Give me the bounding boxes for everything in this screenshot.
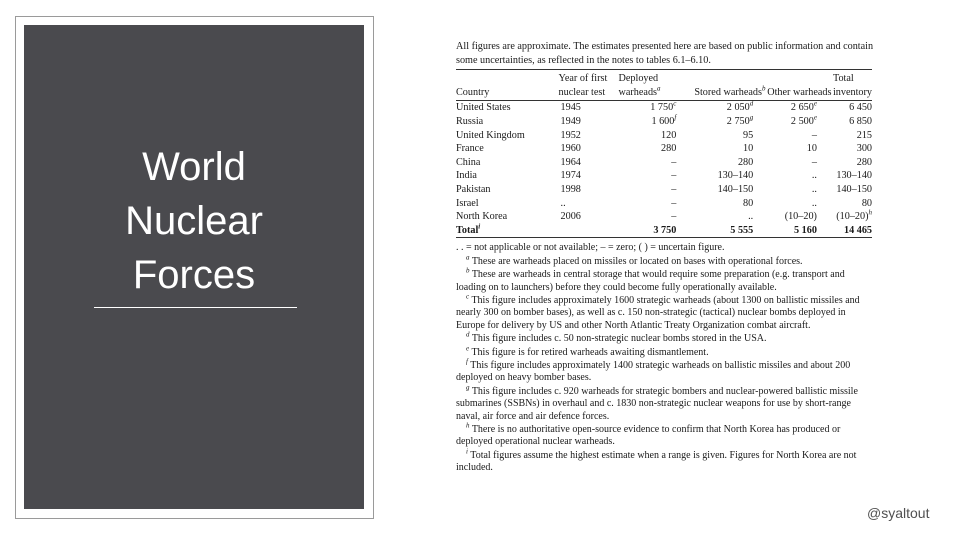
header-other: Other warheads [767, 86, 832, 98]
cell-stored: 2 050$^d$ [726, 99, 754, 114]
cell-total: 14 465 [843, 224, 872, 236]
cell-year: 1945 [560, 102, 581, 114]
cell-other: (10–20) [784, 211, 817, 223]
table-body [456, 101, 872, 238]
slide-title [24, 140, 364, 302]
header-year: Year of first nuclear test [558, 73, 608, 98]
cell-other: 5 160 [794, 224, 817, 236]
header-stored: Stored warheads$^b$ [694, 84, 766, 98]
table-row [456, 101, 872, 115]
title-underline [94, 307, 297, 308]
cell-total-label: Total$^i$ [456, 222, 481, 236]
cell-deployed: – [671, 211, 677, 223]
cell-total: 280 [856, 156, 872, 168]
cell-stored: 140–150 [717, 183, 754, 195]
cell-deployed: 3 750 [653, 224, 677, 236]
cell-stored: 130–140 [717, 170, 754, 182]
table-row [456, 210, 872, 224]
cell-country: Israel [456, 197, 479, 209]
cell-other: .. [811, 197, 817, 209]
table-header-row [456, 70, 872, 101]
title-line-1: World [142, 145, 246, 189]
cell-year: 2006 [560, 211, 581, 223]
title-line-2: Nuclear [125, 199, 263, 243]
cell-year: 1998 [560, 183, 581, 195]
cell-year: 1974 [560, 170, 581, 182]
cell-country: North Korea [456, 211, 508, 223]
cell-stored: 280 [737, 156, 754, 168]
cell-total: 6 450 [849, 102, 872, 114]
footnote: $^a$ These are warheads placed on missiles or located on bases with operational forces. [466, 253, 803, 267]
table-row [456, 115, 872, 129]
cell-country: Pakistan [456, 183, 491, 195]
cell-year: 1949 [560, 115, 581, 127]
cell-deployed: 1 600$^f$ [651, 113, 677, 127]
legend-note: . . = not applicable or not available; – = zero; ( ) = uncertain figure. [456, 242, 725, 254]
cell-other: – [811, 129, 817, 141]
cell-year: 1960 [560, 143, 581, 155]
credit-handle: @syaltout [867, 505, 930, 521]
title-line-3: Forces [132, 253, 256, 297]
cell-other: .. [811, 183, 817, 195]
cell-deployed: – [671, 156, 677, 168]
footnote: $^i$ Total figures assume the highest estimate when a range is given. Figures for North Korea are not included. [456, 447, 857, 474]
cell-total: 80 [861, 197, 872, 209]
footnote: $^g$ This figure includes c. 920 warheads for strategic bombers and nuclear-powered ballistic missile submarines (SSBNs) in overhaul and c. 1830 non-strategic nuclear weapons for use by short-range naval, air force and air defence forces. [456, 383, 858, 422]
footnote: $^c$ This figure includes approximately 1600 strategic warheads (about 1300 on ballistic missiles and nearly 300 on bomber bases), as well as c. 150 non-strategic (tactical) nuclear bombs deployed in Europe for delivery by US and other North Atlantic Treaty Organization combat aircraft. [456, 292, 860, 331]
cell-total: 140–150 [836, 183, 872, 195]
cell-year: 1952 [560, 129, 581, 141]
cell-year [559, 224, 619, 238]
cell-total: 6 850 [849, 115, 872, 127]
cell-stored: 2 750$^g$ [726, 113, 754, 127]
table-total-row [456, 224, 872, 238]
table-row [456, 169, 872, 183]
cell-stored: 80 [743, 197, 754, 209]
table-row [456, 129, 872, 143]
table-notes [456, 242, 876, 474]
cell-stored: .. [748, 211, 754, 223]
cell-other: 2 650e [790, 99, 817, 114]
cell-year: .. [560, 197, 566, 209]
document-excerpt [456, 40, 876, 476]
footnote: $^h$ There is no authoritative open-source evidence to confirm that North Korea has produced or deployed operational nuclear warheads. [456, 421, 841, 448]
cell-total: 215 [856, 129, 872, 141]
cell-country: United Kingdom [456, 129, 525, 141]
cell-deployed: 280 [661, 143, 677, 155]
cell-other: 2 500e [790, 113, 817, 127]
cell-stored: 10 [743, 143, 754, 155]
header-country: Country [456, 86, 490, 98]
cell-country: India [456, 170, 477, 182]
cell-deployed: 120 [661, 129, 677, 141]
cell-stored: 5 555 [730, 224, 754, 236]
cell-other: 10 [806, 143, 817, 155]
cell-country: Russia [456, 115, 484, 127]
cell-deployed: – [671, 170, 677, 182]
cell-country: United States [456, 102, 511, 114]
intro-text: All figures are approximate. The estimates presented here are based on public information and contain some uncertainties, as reflected in the notes to tables 6.1–6.10. [456, 41, 874, 66]
cell-country: China [456, 156, 481, 168]
cell-year: 1964 [560, 156, 581, 168]
cell-total: 130–140 [836, 170, 872, 182]
footnote: $^e$ This figure is for retired warheads awaiting dismantlement. [466, 344, 709, 358]
table-row [456, 197, 872, 211]
header-total: Total inventory [832, 73, 872, 98]
warheads-table [456, 69, 872, 238]
header-deployed: Deployed warheads$^a$ [618, 73, 661, 98]
cell-total: $(10-20)^h$ [836, 208, 872, 223]
table-row [456, 183, 872, 197]
table-row [456, 156, 872, 170]
cell-country: France [456, 143, 484, 155]
cell-stored: 95 [743, 129, 754, 141]
cell-other: .. [811, 170, 817, 182]
footnote: $^d$ This figure includes c. 50 non-strategic nuclear bombs stored in the USA. [466, 330, 767, 345]
cell-deployed: – [671, 197, 677, 209]
cell-deployed: – [671, 183, 677, 195]
table-row [456, 142, 872, 156]
cell-deployed: 1 750$^c$ [650, 99, 677, 114]
footnote: $^b$ These are warheads in central storage that would require some preparation (e.g. transport and loading on to launchers) before they could become fully operationally available. [456, 266, 845, 293]
cell-total: 300 [856, 143, 872, 155]
footnote: $^f$ This figure includes approximately 1400 strategic warheads on ballistic missiles and about 200 deployed on heavy bomber bases. [456, 357, 851, 384]
cell-other: – [811, 156, 817, 168]
